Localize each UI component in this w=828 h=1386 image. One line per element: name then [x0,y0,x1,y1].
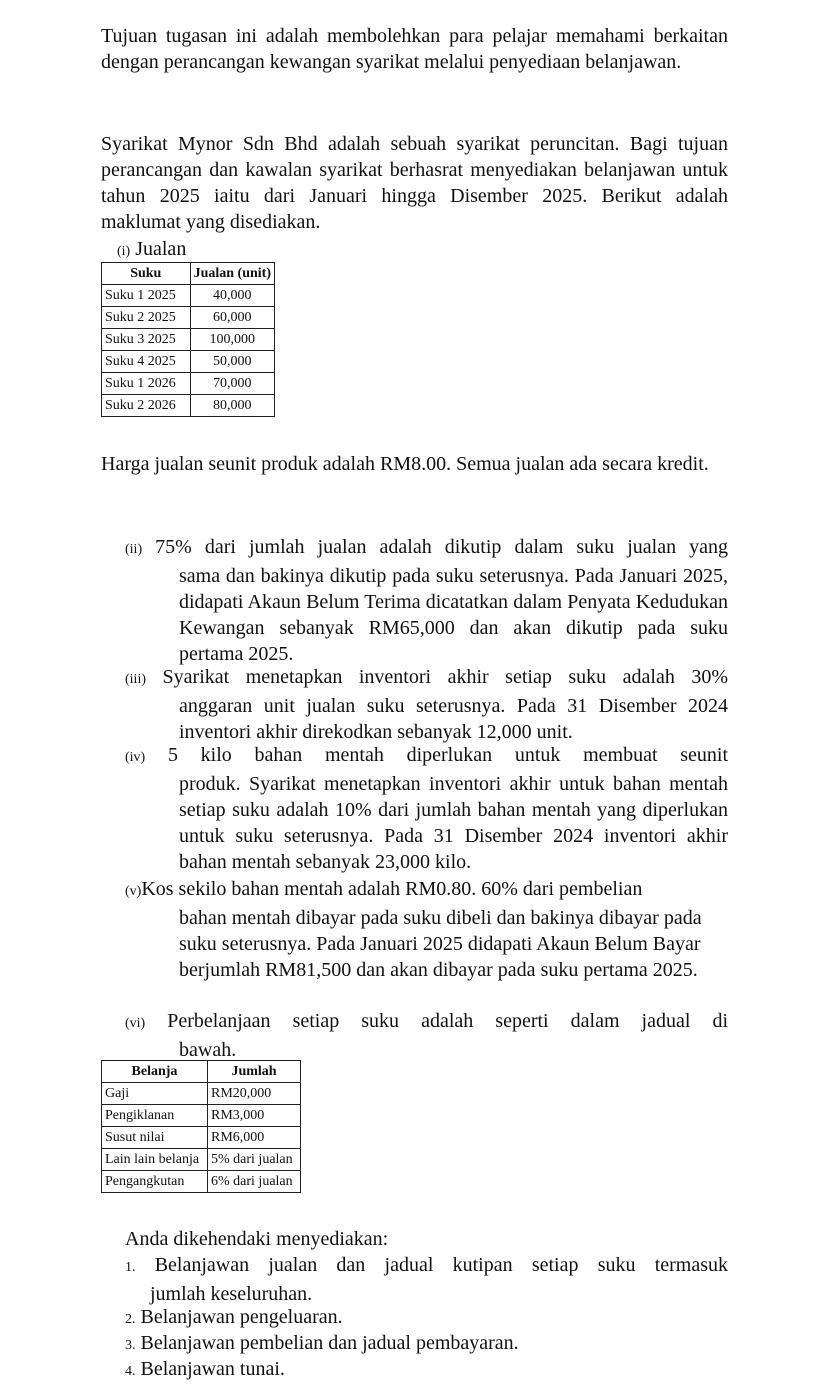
task-2 [125,1304,728,1333]
table-row [102,1149,301,1171]
item-continuation: anggaran unit jualan suku seterusnya. Pada 31 Disember 2024 inventori akhir direkodkan sebanyak 12,000 unit. [179,695,728,743]
table-cell: Lain lain belanja [102,1149,208,1171]
table-row [102,351,275,373]
sales-table [101,262,275,417]
item-first-line: Perbelanjaan setiap suku adalah seperti dalam jadual di [167,1010,729,1032]
item-marker: (v) [125,884,142,899]
item-first-line: Kos sekilo bahan mentah adalah RM0.80. 60% dari pembelian [141,878,643,900]
item-iii [125,664,728,745]
table-cell: Gaji [102,1083,208,1105]
task-text: Belanjawan jualan dan jadual kutipan setiap suku termasuk [154,1254,728,1276]
task-1 [125,1252,728,1307]
table-cell: Suku 2 2026 [102,395,191,417]
item-first-line: Syarikat menetapkan inventori akhir setiap suku adalah 30% [162,666,729,688]
sales-label: Jualan [135,238,187,260]
item-marker: (ii) [125,542,143,557]
table-cell: Suku 4 2025 [102,351,191,373]
task-text: Belanjawan tunai. [140,1358,285,1380]
sales-section-label [117,236,186,265]
task-text: Belanjawan pengeluaran. [140,1306,343,1328]
header-jumlah: Jumlah [208,1061,301,1083]
table-cell: RM20,000 [208,1083,301,1105]
table-cell: 50,000 [190,351,274,373]
item-v [125,876,728,983]
task-text: Belanjawan pembelian dan jadual pembayaran. [140,1332,519,1354]
task-number: 2. [125,1312,136,1327]
sales-marker: (i) [117,244,131,259]
header-jualan: Jualan (unit) [190,263,274,285]
item-marker: (vi) [125,1016,146,1031]
table-row [102,1127,301,1149]
task-number: 4. [125,1364,136,1379]
task-continuation: jumlah keseluruhan. [150,1283,313,1305]
task-4 [125,1356,728,1385]
table-cell: Pengiklanan [102,1105,208,1127]
table-row [102,1105,301,1127]
task-number: 3. [125,1338,136,1353]
table-row [102,1083,301,1105]
table-cell: 80,000 [190,395,274,417]
table-cell: RM3,000 [208,1105,301,1127]
required-heading: Anda dikehendaki menyediakan: [125,1228,389,1250]
price-paragraph: Harga jualan seunit produk adalah RM8.00. Semua jualan ada secara kredit. [101,453,709,475]
item-vi [125,1008,728,1063]
table-cell: 70,000 [190,373,274,395]
table-cell: RM6,000 [208,1127,301,1149]
item-iv [125,742,728,875]
item-marker: (iv) [125,750,146,765]
item-continuation: bawah. [179,1039,237,1061]
table-cell: Suku 1 2026 [102,373,191,395]
table-cell: Suku 3 2025 [102,329,191,351]
table-header-row [102,263,275,285]
table-row [102,395,275,417]
item-ii [125,534,728,667]
task-3 [125,1330,728,1359]
task-number: 1. [125,1260,136,1275]
item-continuation: bahan mentah dibayar pada suku dibeli dan bakinya dibayar pada suku seterusnya. Pada Januari 2025 didapati Akaun Belum Bayar berjumlah RM81,500 dan akan dibayar pada suku pertama 2025. [179,907,702,981]
item-marker: (iii) [125,672,146,687]
table-row [102,329,275,351]
table-cell: Pengangkutan [102,1171,208,1193]
company-paragraph: Syarikat Mynor Sdn Bhd adalah sebuah syarikat peruncitan. Bagi tujuan perancangan dan kawalan syarikat berhasrat menyediakan belanjawan untuk tahun 2025 iaitu dari Januari hingga Disember 2025. Berikut adalah maklumat yang disediakan. [101,133,728,233]
table-cell: 40,000 [190,285,274,307]
table-cell: 6% dari jualan [208,1171,301,1193]
header-belanja: Belanja [102,1061,208,1083]
table-row [102,1171,301,1193]
table-row [102,373,275,395]
table-cell: Suku 1 2025 [102,285,191,307]
item-continuation: produk. Syarikat menetapkan inventori akhir untuk bahan mentah setiap suku adalah 10% dari jumlah bahan mentah yang diperlukan untuk suku seterusnya. Pada 31 Disember 2024 inventori akhir bahan mentah sebanyak 23,000 kilo. [179,773,728,873]
table-cell: 60,000 [190,307,274,329]
expense-table [101,1060,301,1193]
item-first-line: 75% dari jumlah jualan adalah dikutip dalam suku jualan yang [155,536,728,558]
item-first-line: 5 kilo bahan mentah diperlukan untuk membuat seunit [167,744,729,766]
item-continuation: sama dan bakinya dikutip pada suku seterusnya. Pada Januari 2025, didapati Akaun Belum Terima dicatatkan dalam Penyata Kedudukan Kewangan sebanyak RM65,000 dan akan dikutip pada suku pertama 2025. [179,565,728,665]
table-row [102,285,275,307]
intro-paragraph: Tujuan tugasan ini adalah membolehkan para pelajar memahami berkaitan dengan perancangan kewangan syarikat melalui penyediaan belanjawan. [101,25,728,73]
table-cell: 5% dari jualan [208,1149,301,1171]
table-cell: Suku 2 2025 [102,307,191,329]
table-cell: 100,000 [190,329,274,351]
table-cell: Susut nilai [102,1127,208,1149]
table-row [102,307,275,329]
header-suku: Suku [102,263,191,285]
table-header-row [102,1061,301,1083]
